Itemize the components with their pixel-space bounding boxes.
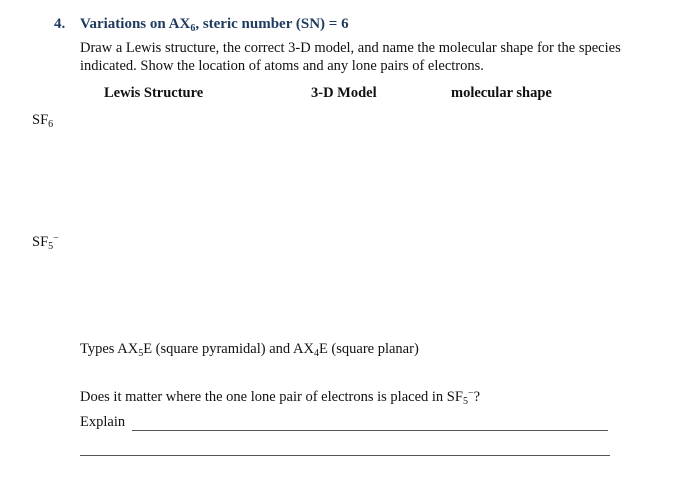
instructions-line-1: Draw a Lewis structure, the correct 3-D model, and name the molecular shape for the species — [80, 40, 621, 56]
lone-pair-question-suffix: ? — [473, 389, 481, 405]
species-sf5-subscript: 5 — [48, 241, 54, 252]
question-title-suffix: , steric number (SN) = 6 — [195, 16, 349, 32]
species-sf5-minus-label — [32, 234, 59, 251]
species-sf5-base: SF — [32, 234, 49, 250]
explain-label: Explain — [80, 414, 126, 430]
types-end: E (square planar) — [318, 341, 419, 357]
explain-answer-line-1[interactable] — [132, 430, 608, 431]
instructions-line-2: indicated. Show the location of atoms and any lone pairs of electrons. — [80, 58, 484, 74]
question-number: 4. — [54, 16, 66, 32]
column-header-lewis-structure: Lewis Structure — [104, 85, 204, 101]
question-heading — [54, 16, 349, 33]
lone-pair-question-prefix: Does it matter where the one lone pair of electrons is placed in SF — [80, 389, 463, 405]
question-title-subscript: 6 — [190, 23, 196, 34]
lone-pair-question — [80, 389, 480, 406]
column-header-3d-model: 3-D Model — [311, 85, 377, 101]
column-header-molecular-shape: molecular shape — [451, 85, 552, 101]
lone-pair-question-charge: − — [467, 388, 474, 399]
explain-answer-line-2[interactable] — [80, 455, 610, 456]
types-middle: E (square pyramidal) and AX — [143, 341, 314, 357]
species-sf5-charge: − — [53, 233, 59, 244]
types-statement — [80, 341, 419, 358]
types-prefix: Types AX — [80, 341, 139, 357]
types-subscript-1: 5 — [138, 348, 144, 359]
species-sf6-label — [32, 112, 53, 129]
types-subscript-2: 4 — [313, 348, 319, 359]
species-sf6-base: SF — [32, 112, 49, 128]
lone-pair-question-subscript: 5 — [462, 396, 468, 407]
question-title-prefix: Variations on AX — [80, 16, 191, 32]
species-sf6-subscript: 6 — [48, 119, 54, 130]
